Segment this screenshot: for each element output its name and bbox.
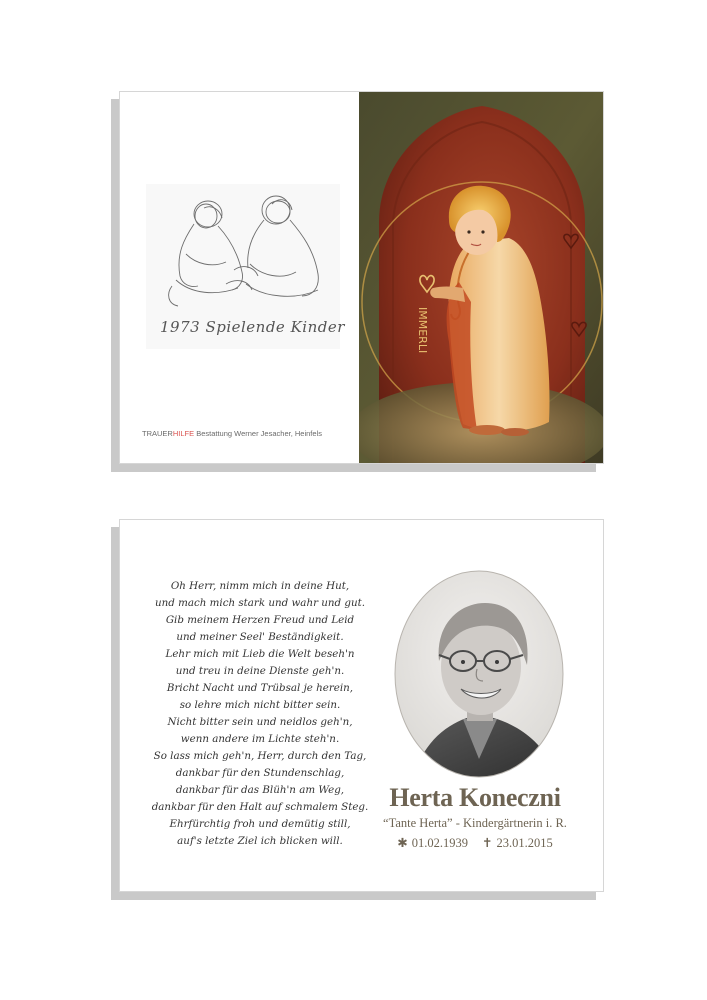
poem-line: So lass mich geh'n, Herr, durch den Tag, [153,750,367,762]
poem-line: Lehr mich mit Lieb die Welt beseh'n [165,648,355,660]
poem-line: wenn andere im Lichte steh'n. [180,733,340,745]
sketch-signature: 1973 Spielende Kinder [160,318,345,336]
poem-line: dankbar für den Stundenschlag, [175,767,345,779]
poem-line: Nicht bitter sein und neidlos geh'n, [167,716,353,728]
poem-line: dankbar für den Halt auf schmalem Steg. [151,801,369,813]
poem-line: so lehre mich nicht bitter sein. [179,699,341,711]
imprint-brand-part2: HILFE [172,429,195,438]
poem-line: auf's letzte Ziel ich blicken will. [177,835,343,847]
front-card-left-panel [120,92,359,463]
birth-date: 01.02.1939 [411,836,468,850]
star-icon: ✱ [397,836,408,850]
poem-line: Oh Herr, nimm mich in deine Hut, [170,580,350,592]
funeral-home-imprint [142,429,322,438]
poem-line: Ehrfürchtig froh und demütig still, [169,818,351,830]
life-dates [375,835,575,851]
poem-line: und treu in deine Dienste geh'n. [175,665,345,677]
painting-inscription: IMMERLI [416,307,429,354]
deceased-name: Herta Koneczni [389,783,561,812]
poem [130,578,390,850]
poem-line: Gib meinem Herzen Freud und Leid [165,614,355,626]
inside-card [119,519,604,892]
poem-line: Bricht Nacht und Trübsal je herein, [166,682,354,694]
poem-line: und mach mich stark und wahr und gut. [154,597,366,609]
front-card-painting-panel [359,92,604,463]
imprint-text: Bestattung Werner Jesacher, Heinfels [196,429,322,438]
cross-icon: ✝ [482,836,493,850]
death-date: 23.01.2015 [496,836,553,850]
portrait-photo [393,569,565,779]
painting-child-image [359,92,604,463]
imprint-brand-part1: TRAUER [142,429,173,438]
poem-line: und meiner Seel' Beständigkeit. [176,631,344,643]
front-card [119,91,604,464]
poem-line: dankbar für das Blüh'n am Weg, [175,784,345,796]
deceased-nickname-profession: “Tante Herta” - Kindergärtnerin i. R. [383,816,567,830]
